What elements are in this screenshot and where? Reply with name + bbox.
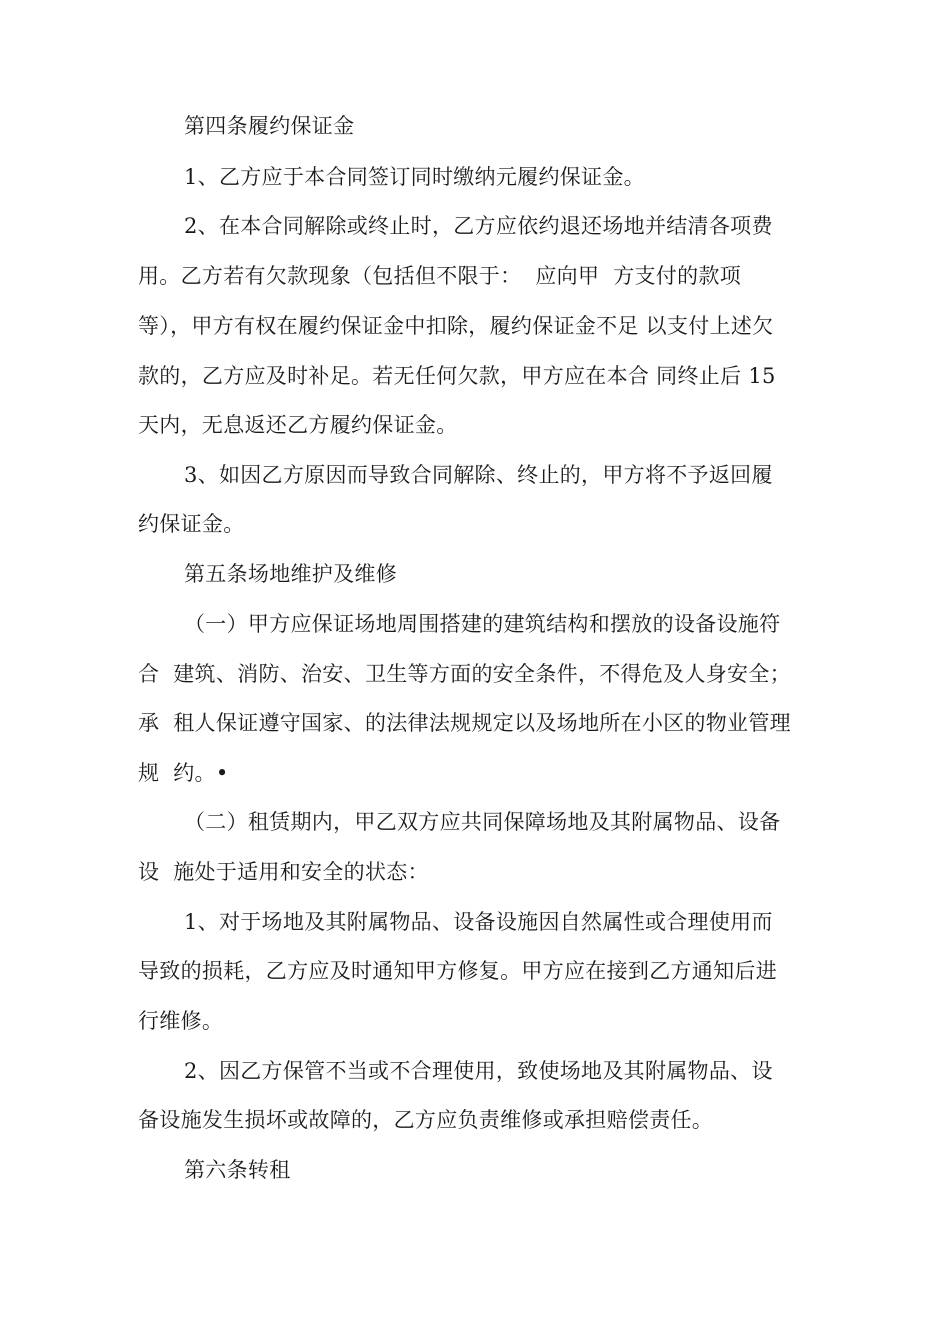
paragraph-line: 用。乙方若有欠款现象（包括但不限于： 应向甲 方支付的款项 [138, 264, 741, 288]
paragraph-line: 1、对于场地及其附属物品、设备设施因自然属性或合理使用而 [184, 910, 773, 934]
paragraph-line: 备设施发生损坏或故障的，乙方应负责维修或承担赔偿责任。 [138, 1108, 714, 1132]
section-heading-article-6: 第六条转租 [184, 1158, 291, 1182]
paragraph-line: 设 施处于适用和安全的状态： [138, 860, 429, 884]
paragraph-line: 2、因乙方保管不当或不合理使用，致使场地及其附属物品、设 [184, 1059, 773, 1083]
paragraph-line: 2、在本合同解除或终止时，乙方应依约退还场地并结清各项费 [184, 214, 773, 238]
paragraph-line: 规 约。• [138, 761, 229, 785]
section-heading-article-4: 第四条履约保证金 [184, 114, 355, 138]
paragraph-line: 1、乙方应于本合同签订同时缴纳元履约保证金。 [184, 165, 645, 189]
paragraph-line: 行维修。 [138, 1009, 224, 1033]
paragraph-line: 导致的损耗，乙方应及时通知甲方修复。甲方应在接到乙方通知后进 [138, 959, 777, 983]
paragraph-line: （二）租赁期内，甲乙双方应共同保障场地及其附属物品、设备 [184, 810, 781, 834]
paragraph-line: 3、如因乙方原因而导致合同解除、终止的，甲方将不予返回履 [184, 463, 773, 487]
paragraph-line: 天内，无息返还乙方履约保证金。 [138, 413, 458, 437]
section-heading-article-5: 第五条场地维护及维修 [184, 562, 397, 586]
paragraph-line: 合 建筑、消防、治安、卫生等方面的安全条件，不得危及人身安全； [138, 662, 791, 686]
paragraph-line: 承 租人保证遵守国家、的法律法规规定以及场地所在小区的物业管理 [138, 711, 791, 735]
paragraph-line: 等），甲方有权在履约保证金中扣除，履约保证金不足 以支付上述欠 [138, 314, 774, 338]
paragraph-line: 款的，乙方应及时补足。若无任何欠款，甲方应在本合 同终止后 15 [138, 364, 776, 388]
paragraph-line: （一）甲方应保证场地周围搭建的建筑结构和摆放的设备设施符 [184, 612, 781, 636]
paragraph-line: 约保证金。 [138, 512, 245, 536]
